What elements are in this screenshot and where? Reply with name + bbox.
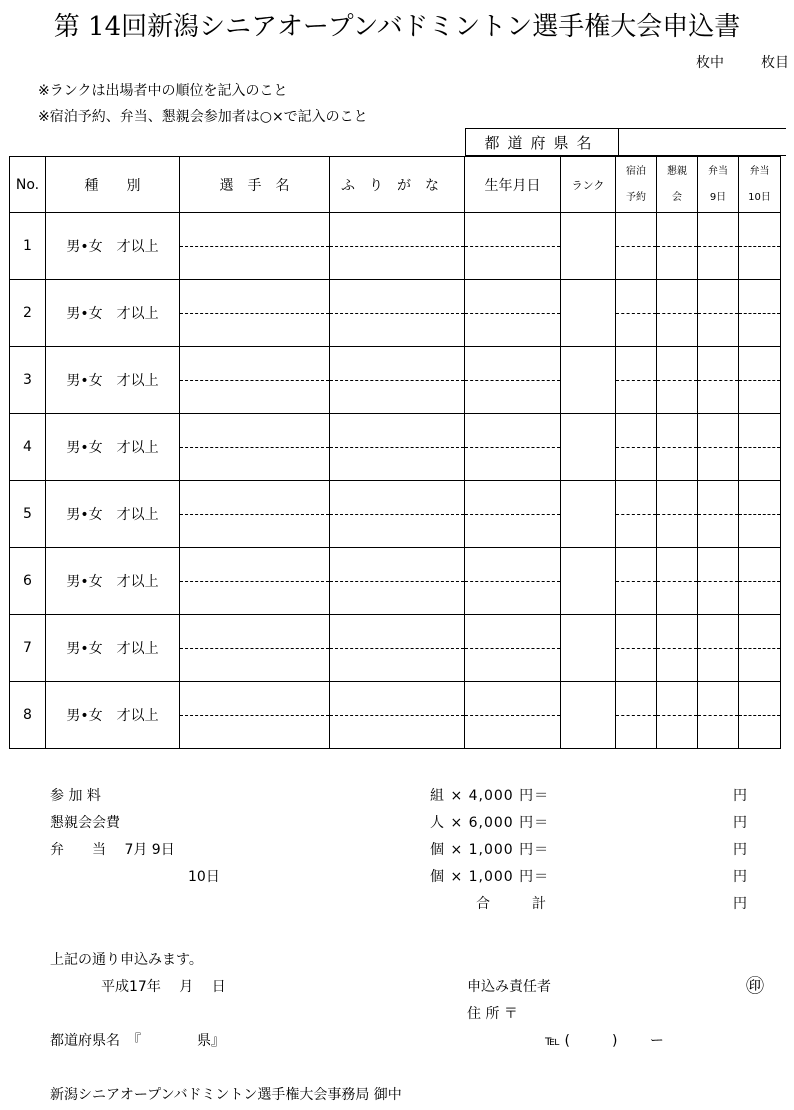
bento9-cell[interactable] bbox=[698, 213, 739, 280]
table-row bbox=[10, 682, 781, 749]
bento9-cell[interactable] bbox=[698, 548, 739, 615]
rank-cell[interactable] bbox=[561, 347, 616, 414]
bento10-cell[interactable] bbox=[739, 347, 781, 414]
fee-unit-entry: 円 bbox=[733, 788, 747, 804]
birth-cell[interactable] bbox=[465, 481, 561, 548]
party-cell[interactable] bbox=[657, 347, 698, 414]
hotel-cell[interactable] bbox=[616, 414, 657, 481]
birth-cell[interactable] bbox=[465, 548, 561, 615]
bento9-cell[interactable] bbox=[698, 414, 739, 481]
rank-cell[interactable] bbox=[561, 213, 616, 280]
row-no: 8 bbox=[10, 682, 46, 749]
row-category[interactable]: 男•女 才以上 bbox=[46, 481, 180, 548]
bento10-cell[interactable] bbox=[739, 414, 781, 481]
fee-unit-bento9: 円 bbox=[733, 842, 747, 858]
table-header bbox=[10, 157, 781, 213]
hotel-cell[interactable] bbox=[616, 682, 657, 749]
row-no: 4 bbox=[10, 414, 46, 481]
name-cell[interactable] bbox=[180, 213, 330, 280]
note-rank: ※ランクは出場者中の順位を記入のこと bbox=[38, 83, 288, 99]
table-row bbox=[10, 615, 781, 682]
fee-unit-party: 円 bbox=[733, 815, 747, 831]
fee-calc-bento9[interactable]: 個 × 1,000 円＝ bbox=[430, 842, 550, 858]
prefecture-box bbox=[465, 128, 786, 156]
birth-cell[interactable] bbox=[465, 213, 561, 280]
tel-field[interactable]: ℡ ( ) ー bbox=[545, 1033, 664, 1049]
fee-label-party: 懇親会会費 bbox=[50, 815, 120, 831]
rank-cell[interactable] bbox=[561, 548, 616, 615]
fee-label-bento9: 弁 当 7月 9日 bbox=[50, 842, 175, 858]
row-no: 2 bbox=[10, 280, 46, 347]
col-birth: 生年月日 bbox=[465, 157, 561, 213]
party-cell[interactable] bbox=[657, 280, 698, 347]
furigana-cell[interactable] bbox=[330, 280, 465, 347]
bento10-cell[interactable] bbox=[739, 615, 781, 682]
fee-calc-bento10[interactable]: 個 × 1,000 円＝ bbox=[430, 869, 550, 885]
table-row bbox=[10, 280, 781, 347]
col-category: 種 別 bbox=[46, 157, 180, 213]
birth-cell[interactable] bbox=[465, 280, 561, 347]
page-title: 第 14回新潟シニアオープンバドミントン選手権大会申込書 bbox=[53, 12, 741, 42]
bento10-cell[interactable] bbox=[739, 481, 781, 548]
bento9-cell[interactable] bbox=[698, 481, 739, 548]
fee-label-bento10: 10日 bbox=[188, 869, 220, 885]
rank-cell[interactable] bbox=[561, 682, 616, 749]
party-cell[interactable] bbox=[657, 213, 698, 280]
sheet-number-label: 枚目 bbox=[761, 55, 789, 71]
declaration: 上記の通り申込みます。 bbox=[50, 952, 203, 968]
name-cell[interactable] bbox=[180, 615, 330, 682]
name-cell[interactable] bbox=[180, 347, 330, 414]
row-category[interactable]: 男•女 才以上 bbox=[46, 682, 180, 749]
birth-cell[interactable] bbox=[465, 682, 561, 749]
furigana-cell[interactable] bbox=[330, 414, 465, 481]
row-no: 6 bbox=[10, 548, 46, 615]
row-no: 5 bbox=[10, 481, 46, 548]
row-category[interactable]: 男•女 才以上 bbox=[46, 347, 180, 414]
name-cell[interactable] bbox=[180, 548, 330, 615]
rank-cell[interactable] bbox=[561, 280, 616, 347]
hotel-cell[interactable] bbox=[616, 280, 657, 347]
hotel-cell[interactable] bbox=[616, 548, 657, 615]
bento10-cell[interactable] bbox=[739, 682, 781, 749]
entry-table bbox=[9, 156, 781, 749]
name-cell[interactable] bbox=[180, 414, 330, 481]
prefecture-input[interactable] bbox=[619, 129, 787, 156]
party-cell[interactable] bbox=[657, 481, 698, 548]
furigana-cell[interactable] bbox=[330, 682, 465, 749]
bento9-cell[interactable] bbox=[698, 682, 739, 749]
row-no: 3 bbox=[10, 347, 46, 414]
row-category[interactable]: 男•女 才以上 bbox=[46, 615, 180, 682]
seal-icon: ㊞ bbox=[746, 976, 764, 997]
bento10-cell[interactable] bbox=[739, 213, 781, 280]
application-date[interactable]: 平成17年 月 日 bbox=[101, 979, 226, 995]
party-cell[interactable] bbox=[657, 414, 698, 481]
birth-cell[interactable] bbox=[465, 414, 561, 481]
party-cell[interactable] bbox=[657, 615, 698, 682]
hotel-cell[interactable] bbox=[616, 347, 657, 414]
fee-unit-bento10: 円 bbox=[733, 869, 747, 885]
rank-cell[interactable] bbox=[561, 615, 616, 682]
row-category[interactable]: 男•女 才以上 bbox=[46, 213, 180, 280]
hotel-cell[interactable] bbox=[616, 213, 657, 280]
bento10-cell[interactable] bbox=[739, 548, 781, 615]
responsible-label: 申込み責任者 bbox=[467, 979, 551, 995]
row-category[interactable]: 男•女 才以上 bbox=[46, 548, 180, 615]
name-cell[interactable] bbox=[180, 682, 330, 749]
party-cell[interactable] bbox=[657, 682, 698, 749]
col-no: No. bbox=[10, 157, 46, 213]
bento9-cell[interactable] bbox=[698, 280, 739, 347]
table-row bbox=[10, 414, 781, 481]
rank-cell[interactable] bbox=[561, 481, 616, 548]
row-category[interactable]: 男•女 才以上 bbox=[46, 280, 180, 347]
party-cell[interactable] bbox=[657, 548, 698, 615]
table-row bbox=[10, 548, 781, 615]
birth-cell[interactable] bbox=[465, 615, 561, 682]
sheet-count-label: 枚中 bbox=[696, 55, 724, 71]
col-bento-9: 弁当 9日 bbox=[698, 157, 739, 213]
total-unit: 円 bbox=[733, 896, 747, 912]
col-rank: ランク bbox=[561, 157, 616, 213]
col-bento-10: 弁当 10日 bbox=[739, 157, 781, 213]
bento10-cell[interactable] bbox=[739, 280, 781, 347]
footer-prefecture[interactable]: 都道府県名 『 県』 bbox=[50, 1033, 225, 1049]
furigana-cell[interactable] bbox=[330, 615, 465, 682]
col-furigana: ふりがな bbox=[330, 157, 465, 213]
row-no: 1 bbox=[10, 213, 46, 280]
col-name: 選 手 名 bbox=[180, 157, 330, 213]
furigana-cell[interactable] bbox=[330, 548, 465, 615]
row-no: 7 bbox=[10, 615, 46, 682]
table-row bbox=[10, 347, 781, 414]
table-row bbox=[10, 213, 781, 280]
address-label: 住 所 〒 bbox=[467, 1006, 518, 1022]
furigana-cell[interactable] bbox=[330, 481, 465, 548]
furigana-cell[interactable] bbox=[330, 213, 465, 280]
name-cell[interactable] bbox=[180, 280, 330, 347]
col-hotel: 宿泊 予約 bbox=[616, 157, 657, 213]
note-options: ※宿泊予約、弁当、懇親会参加者は○×で記入のこと bbox=[38, 109, 368, 125]
fee-label-entry: 参 加 料 bbox=[50, 788, 101, 804]
hotel-cell[interactable] bbox=[616, 615, 657, 682]
name-cell[interactable] bbox=[180, 481, 330, 548]
furigana-cell[interactable] bbox=[330, 347, 465, 414]
col-party: 懇親 会 bbox=[657, 157, 698, 213]
addressee: 新潟シニアオープンバドミントン選手権大会事務局 御中 bbox=[50, 1087, 402, 1103]
rank-cell[interactable] bbox=[561, 414, 616, 481]
hotel-cell[interactable] bbox=[616, 481, 657, 548]
prefecture-label: 都道府県名 bbox=[466, 129, 619, 156]
fee-calc-entry[interactable]: 組 × 4,000 円＝ bbox=[430, 788, 550, 804]
table-row bbox=[10, 481, 781, 548]
total-label: 合 計 bbox=[476, 896, 546, 912]
row-category[interactable]: 男•女 才以上 bbox=[46, 414, 180, 481]
fee-calc-party[interactable]: 人 × 6,000 円＝ bbox=[430, 815, 550, 831]
birth-cell[interactable] bbox=[465, 347, 561, 414]
bento9-cell[interactable] bbox=[698, 347, 739, 414]
bento9-cell[interactable] bbox=[698, 615, 739, 682]
